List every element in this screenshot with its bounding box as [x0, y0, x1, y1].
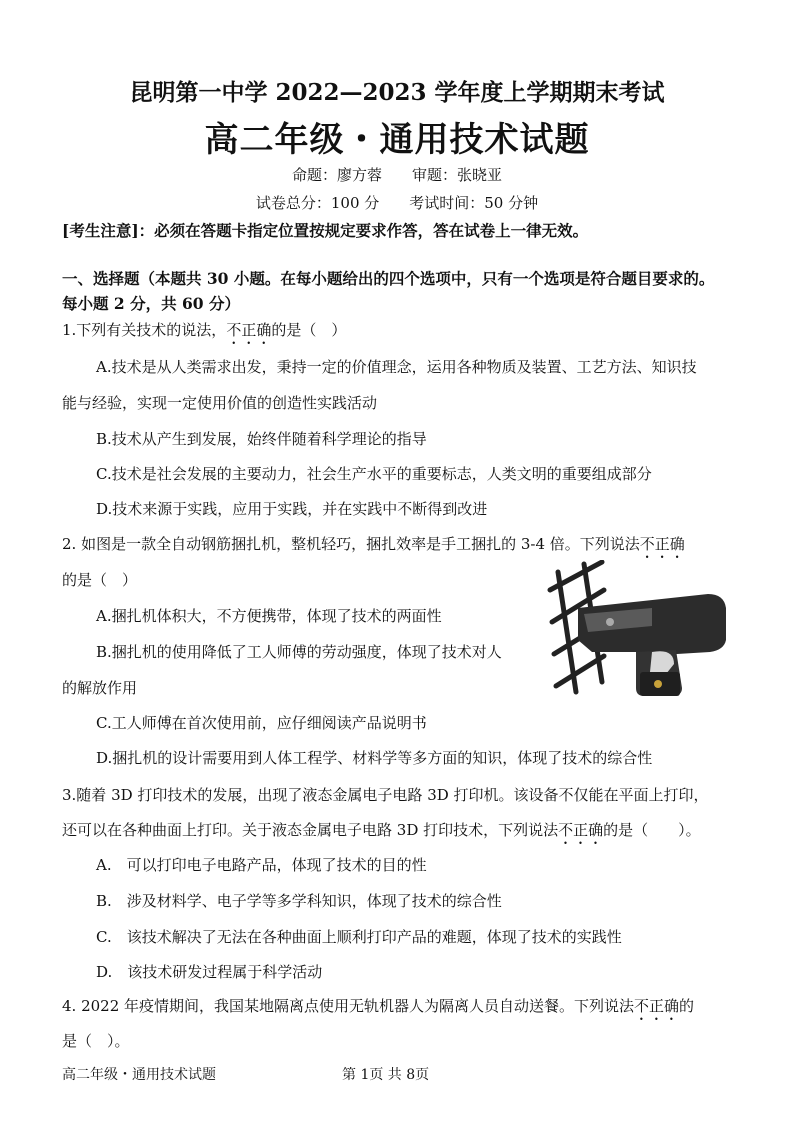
question-3-option-c: C. 该技术解决了无法在各种曲面上顺利打印产品的难题，体现了技术的实践性 — [96, 928, 622, 946]
question-3-stem-line2: 还可以在各种曲面上打印。关于液态金属电子电路 3D 打印技术，下列说法不正确的是（ ）。 — [62, 821, 701, 839]
question-2-option-a: A.捆扎机体积大，不方便携带，体现了技术的两面性 — [96, 607, 442, 625]
section-heading-line2: 每小题 2 分，共 60 分） — [62, 294, 240, 313]
question-1-option-d: D.技术来源于实践，应用于实践，并在实践中不断得到改进 — [96, 500, 488, 518]
exam-notice: [考生注意]：必须在答题卡指定位置按规定要求作答，答在试卷上一律无效。 — [62, 221, 589, 240]
question-2-option-b: B.捆扎机的使用降低了工人师傅的劳动强度，体现了技术对人 — [96, 643, 502, 661]
footer-page-number: 第 1页 共 8页 — [342, 1067, 430, 1083]
question-3-option-d: D. 该技术研发过程属于科学活动 — [96, 963, 323, 981]
rebar-tying-machine-image — [540, 560, 735, 700]
question-4-stem-line2: 是（ ）。 — [62, 1032, 130, 1050]
question-2-option-c: C.工人师傅在首次使用前，应仔细阅读产品说明书 — [96, 714, 427, 732]
question-1-option-a: A.技术是从人类需求出发，秉持一定的价值理念，运用各种物质及装置、工艺方法、知识技 — [96, 358, 697, 376]
emphasis-marked-text: 不正确 — [639, 535, 685, 553]
question-3-option-b: B. 涉及材料学、电子学等多学科知识，体现了技术的综合性 — [96, 892, 502, 910]
question-2-stem: 2. 如图是一款全自动钢筋捆扎机，整机轻巧，捆扎效率是手工捆扎的 3-4 倍。下列说法不正确 — [62, 535, 685, 553]
question-1-option-a-cont: 能与经验，实现一定使用价值的创造性实践活动 — [62, 394, 378, 412]
section-heading-line1: 一、选择题（本题共 30 小题。在每小题给出的四个选项中，只有一个选项是符合题目要求的。 — [62, 269, 715, 288]
question-2-stem-cont: 的是（ ） — [62, 571, 138, 589]
exam-subtitle: 高二年级・通用技术试题 — [204, 120, 590, 160]
emphasis-marked-text: 不正确 — [226, 321, 272, 339]
footer-subject: 高二年级・通用技术试题 — [62, 1067, 216, 1083]
exam-title: 昆明第一中学 2022—2023 学年度上学期期末考试 — [129, 79, 665, 106]
question-3-option-a: A. 可以打印电子电路产品，体现了技术的目的性 — [96, 856, 427, 874]
question-1-option-b: B.技术从产生到发展，始终伴随着科学理论的指导 — [96, 430, 427, 448]
authors-line: 命题：廖方蓉 审题：张晓亚 — [291, 166, 502, 184]
question-1-option-c: C.技术是社会发展的主要动力，社会生产水平的重要标志，人类文明的重要组成部分 — [96, 465, 652, 483]
question-2-option-b-cont: 的解放作用 — [62, 679, 138, 697]
emphasis-marked-text: 不正确 — [558, 821, 604, 839]
question-2-option-d: D.捆扎机的设计需要用到人体工程学、材料学等多方面的知识，体现了技术的综合性 — [96, 749, 653, 767]
emphasis-marked-text: 不正确 — [634, 997, 680, 1015]
question-1-stem: 1.下列有关技术的说法，不正确的是（ ） — [62, 321, 347, 339]
question-3-stem-line1: 3.随着 3D 打印技术的发展，出现了液态金属电子电路 3D 打印机。该设备不仅能在平面上打印， — [62, 786, 709, 804]
score-time-line: 试卷总分：100 分 考试时间：50 分钟 — [255, 194, 539, 212]
question-4-stem-line1: 4. 2022 年疫情期间，我国某地隔离点使用无轨机器人为隔离人员自动送餐。下列说法不正确的 — [62, 997, 695, 1015]
